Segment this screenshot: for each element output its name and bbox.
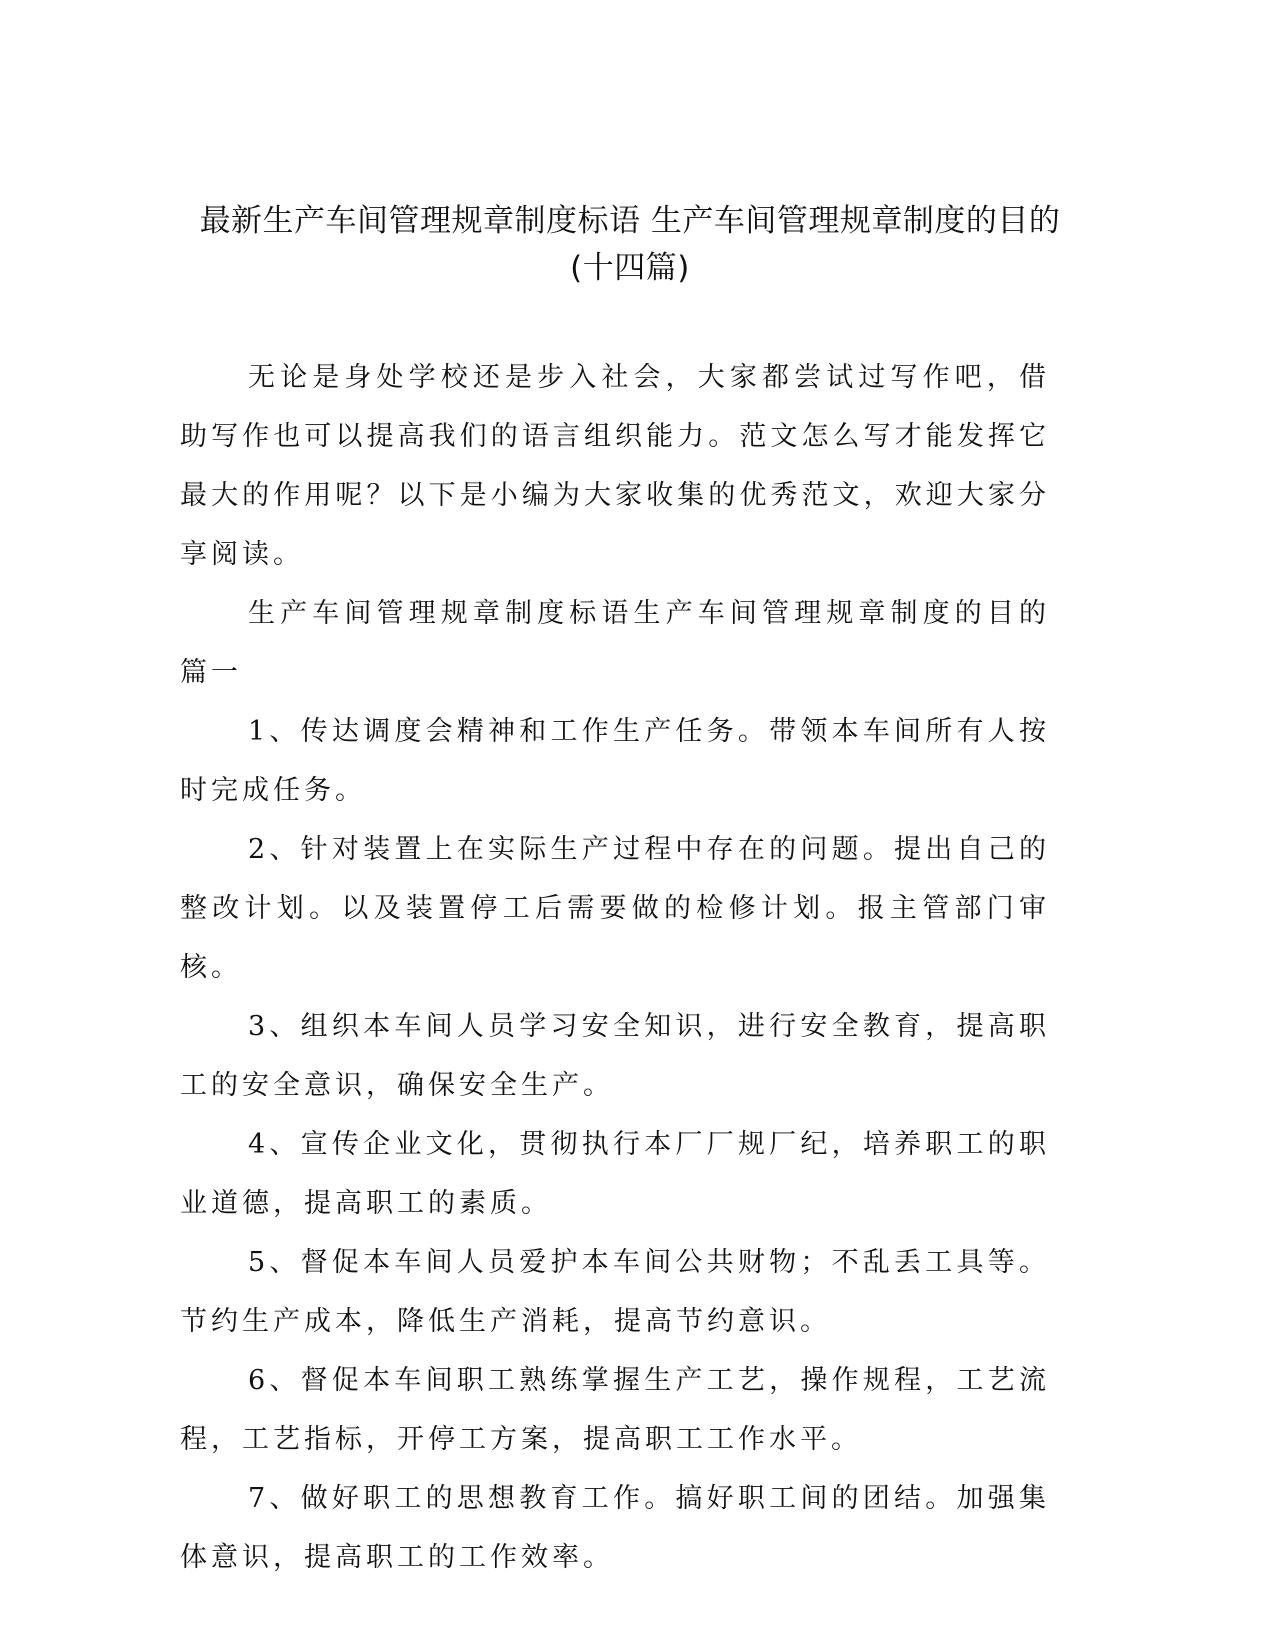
document-body xyxy=(180,348,1050,1587)
list-item: 1、传达调度会精神和工作生产任务。带领本车间所有人按时完成任务。 xyxy=(180,716,1050,806)
list-item: 4、宣传企业文化，贯彻执行本厂厂规厂纪，培养职工的职业道德，提高职工的素质。 xyxy=(180,1129,1050,1219)
list-item: 2、针对装置上在实际生产过程中存在的问题。提出自己的整改计划。以及装置停工后需要做的检修计划。报主管部门审核。 xyxy=(180,834,1050,983)
list-item: 3、组织本车间人员学习安全知识，进行安全教育，提高职工的安全意识，确保安全生产。 xyxy=(180,1011,1050,1101)
list-item: 6、督促本车间职工熟练掌握生产工艺，操作规程，工艺流程，工艺指标，开停工方案，提高职工工作水平。 xyxy=(180,1365,1050,1455)
intro-paragraph: 无论是身处学校还是步入社会，大家都尝试过写作吧，借助写作也可以提高我们的语言组织能力。范文怎么写才能发挥它最大的作用呢？以下是小编为大家收集的优秀范文，欢迎大家分享阅读。 xyxy=(180,362,1050,570)
document-title: 最新生产车间管理规章制度标语 生产车间管理规章制度的目的(十四篇) xyxy=(199,203,1061,286)
list-item: 7、做好职工的思想教育工作。搞好职工间的团结。加强集体意识，提高职工的工作效率。 xyxy=(180,1483,1050,1573)
section-heading: 生产车间管理规章制度标语生产车间管理规章制度的目的篇一 xyxy=(180,598,1050,688)
list-item: 5、督促本车间人员爱护本车间公共财物；不乱丢工具等。节约生产成本，降低生产消耗，提高节约意识。 xyxy=(180,1247,1050,1337)
